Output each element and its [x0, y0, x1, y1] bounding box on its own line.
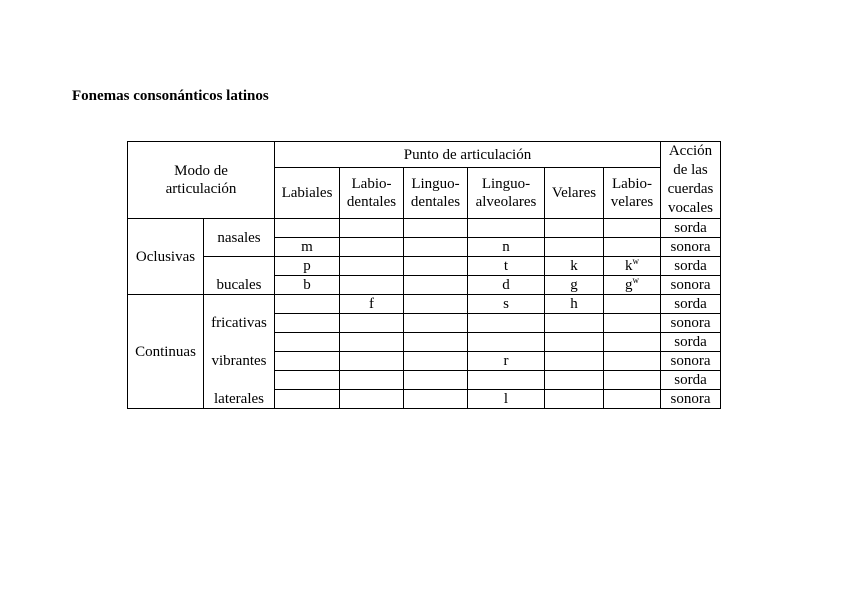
table-row [128, 257, 721, 276]
phoneme-cell [275, 219, 340, 238]
group-label-oclusivas: Oclusivas [128, 219, 204, 295]
phoneme-text: g [625, 277, 633, 293]
phoneme-cell [404, 333, 468, 352]
table-row [128, 352, 721, 371]
subgroup-label-fricativas: fricativas [204, 314, 275, 333]
phoneme-cell [340, 219, 404, 238]
voicing-cell: sonora [661, 276, 721, 295]
phoneme-superscript: w [632, 275, 639, 285]
column-header-velares [545, 168, 604, 219]
phoneme-cell [545, 333, 604, 352]
table-row [128, 219, 721, 238]
phoneme-cell: d [468, 276, 545, 295]
subgroup-label-bucales [204, 257, 275, 295]
phoneme-cell: l [468, 390, 545, 409]
column-header-text: Velares [551, 185, 597, 202]
phoneme-cell [468, 333, 545, 352]
phoneme-cell [275, 333, 340, 352]
consonant-phonemes-table [127, 141, 721, 409]
manner-header [128, 142, 275, 219]
phoneme-cell [604, 276, 661, 295]
table-row [128, 314, 721, 333]
phoneme-cell [468, 314, 545, 333]
phoneme-cell: r [468, 352, 545, 371]
voicing-cell: sonora [661, 238, 721, 257]
voicing-header-line2: de las [673, 162, 708, 178]
phoneme-cell [468, 219, 545, 238]
phoneme-cell [604, 390, 661, 409]
phoneme-cell [604, 295, 661, 314]
phoneme-cell [604, 219, 661, 238]
phoneme-cell [604, 257, 661, 276]
phoneme-cell: n [468, 238, 545, 257]
phoneme-cell [404, 257, 468, 276]
voicing-cell: sorda [661, 219, 721, 238]
phoneme-cell [340, 276, 404, 295]
phoneme-cell [340, 314, 404, 333]
column-header-text: Labio- [351, 176, 392, 193]
phoneme-cell [340, 371, 404, 390]
voicing-cell: sorda [661, 371, 721, 390]
phoneme-cell: t [468, 257, 545, 276]
phoneme-cell [545, 219, 604, 238]
phoneme-cell [404, 314, 468, 333]
page-title: Fonemas consonánticos latinos [72, 88, 269, 104]
subgroup-label-laterales: laterales [204, 390, 275, 409]
group-label-continuas: Continuas [128, 295, 204, 409]
phoneme-cell [404, 276, 468, 295]
phoneme-cell [545, 238, 604, 257]
manner-header-line1: Modo de [174, 163, 228, 179]
table-row [128, 333, 721, 352]
phoneme-cell: f [340, 295, 404, 314]
voicing-header [661, 142, 721, 219]
phoneme-cell [275, 390, 340, 409]
column-header-text: alveolares [475, 194, 537, 211]
phoneme-cell: h [545, 295, 604, 314]
phoneme-cell [275, 314, 340, 333]
phoneme-cell [604, 314, 661, 333]
phoneme-cell [404, 238, 468, 257]
subgroup-label-nasales: nasales [204, 219, 275, 257]
phoneme-cell [604, 352, 661, 371]
phoneme-cell: b [275, 276, 340, 295]
phoneme-cell [404, 219, 468, 238]
phoneme-cell [275, 295, 340, 314]
phoneme-cell [604, 333, 661, 352]
voicing-cell: sorda [661, 257, 721, 276]
phoneme-cell: m [275, 238, 340, 257]
table-row [128, 371, 721, 390]
column-header-labiales [275, 168, 340, 219]
phoneme-cell [340, 238, 404, 257]
column-header-linguoalveolares [468, 168, 545, 219]
table-row [128, 390, 721, 409]
phoneme-cell [404, 295, 468, 314]
phoneme-cell [545, 390, 604, 409]
manner-header-line2: articulación [165, 181, 237, 197]
phoneme-superscript: w [632, 256, 639, 266]
phoneme-cell [340, 390, 404, 409]
voicing-cell: sonora [661, 352, 721, 371]
column-header-text: Linguo- [481, 176, 531, 193]
phoneme-cell [340, 333, 404, 352]
phoneme-cell [404, 371, 468, 390]
phoneme-cell [604, 238, 661, 257]
phoneme-cell: s [468, 295, 545, 314]
table-row [128, 295, 721, 314]
voicing-header-line1: Acción [668, 143, 713, 159]
voicing-header-line3: cuerdas [667, 181, 714, 197]
column-header-linguodentales [404, 168, 468, 219]
voicing-header-line4: vocales [668, 200, 713, 216]
column-header-labiodentales [340, 168, 404, 219]
voicing-cell: sorda [661, 333, 721, 352]
phoneme-cell [468, 371, 545, 390]
phoneme-cell [545, 352, 604, 371]
phoneme-text: k [625, 258, 633, 274]
column-header-text: Labio- [612, 176, 652, 193]
column-header-text: dentales [410, 194, 461, 211]
column-header-text: velares [610, 194, 654, 211]
voicing-cell: sonora [661, 314, 721, 333]
column-header-text: dentales [346, 194, 397, 211]
phoneme-cell [404, 390, 468, 409]
phoneme-cell: p [275, 257, 340, 276]
phoneme-cell: k [545, 257, 604, 276]
voicing-cell: sorda [661, 295, 721, 314]
phoneme-cell [340, 257, 404, 276]
subgroup-spacer [204, 371, 275, 390]
subgroup-label-text: bucales [216, 277, 262, 293]
phoneme-cell [275, 371, 340, 390]
phoneme-cell [340, 352, 404, 371]
subgroup-label-vibrantes: vibrantes [204, 352, 275, 371]
phoneme-cell [604, 371, 661, 390]
point-header: Punto de articulación [275, 142, 661, 168]
phoneme-cell [545, 314, 604, 333]
column-header-labiovelares [604, 168, 661, 219]
voicing-cell: sonora [661, 390, 721, 409]
subgroup-spacer [204, 333, 275, 352]
subgroup-spacer [204, 295, 275, 314]
column-header-text: Linguo- [411, 176, 460, 193]
phoneme-cell [275, 352, 340, 371]
phoneme-cell: g [545, 276, 604, 295]
column-header-text: Labiales [281, 185, 333, 202]
phoneme-cell [404, 352, 468, 371]
phoneme-cell [545, 371, 604, 390]
